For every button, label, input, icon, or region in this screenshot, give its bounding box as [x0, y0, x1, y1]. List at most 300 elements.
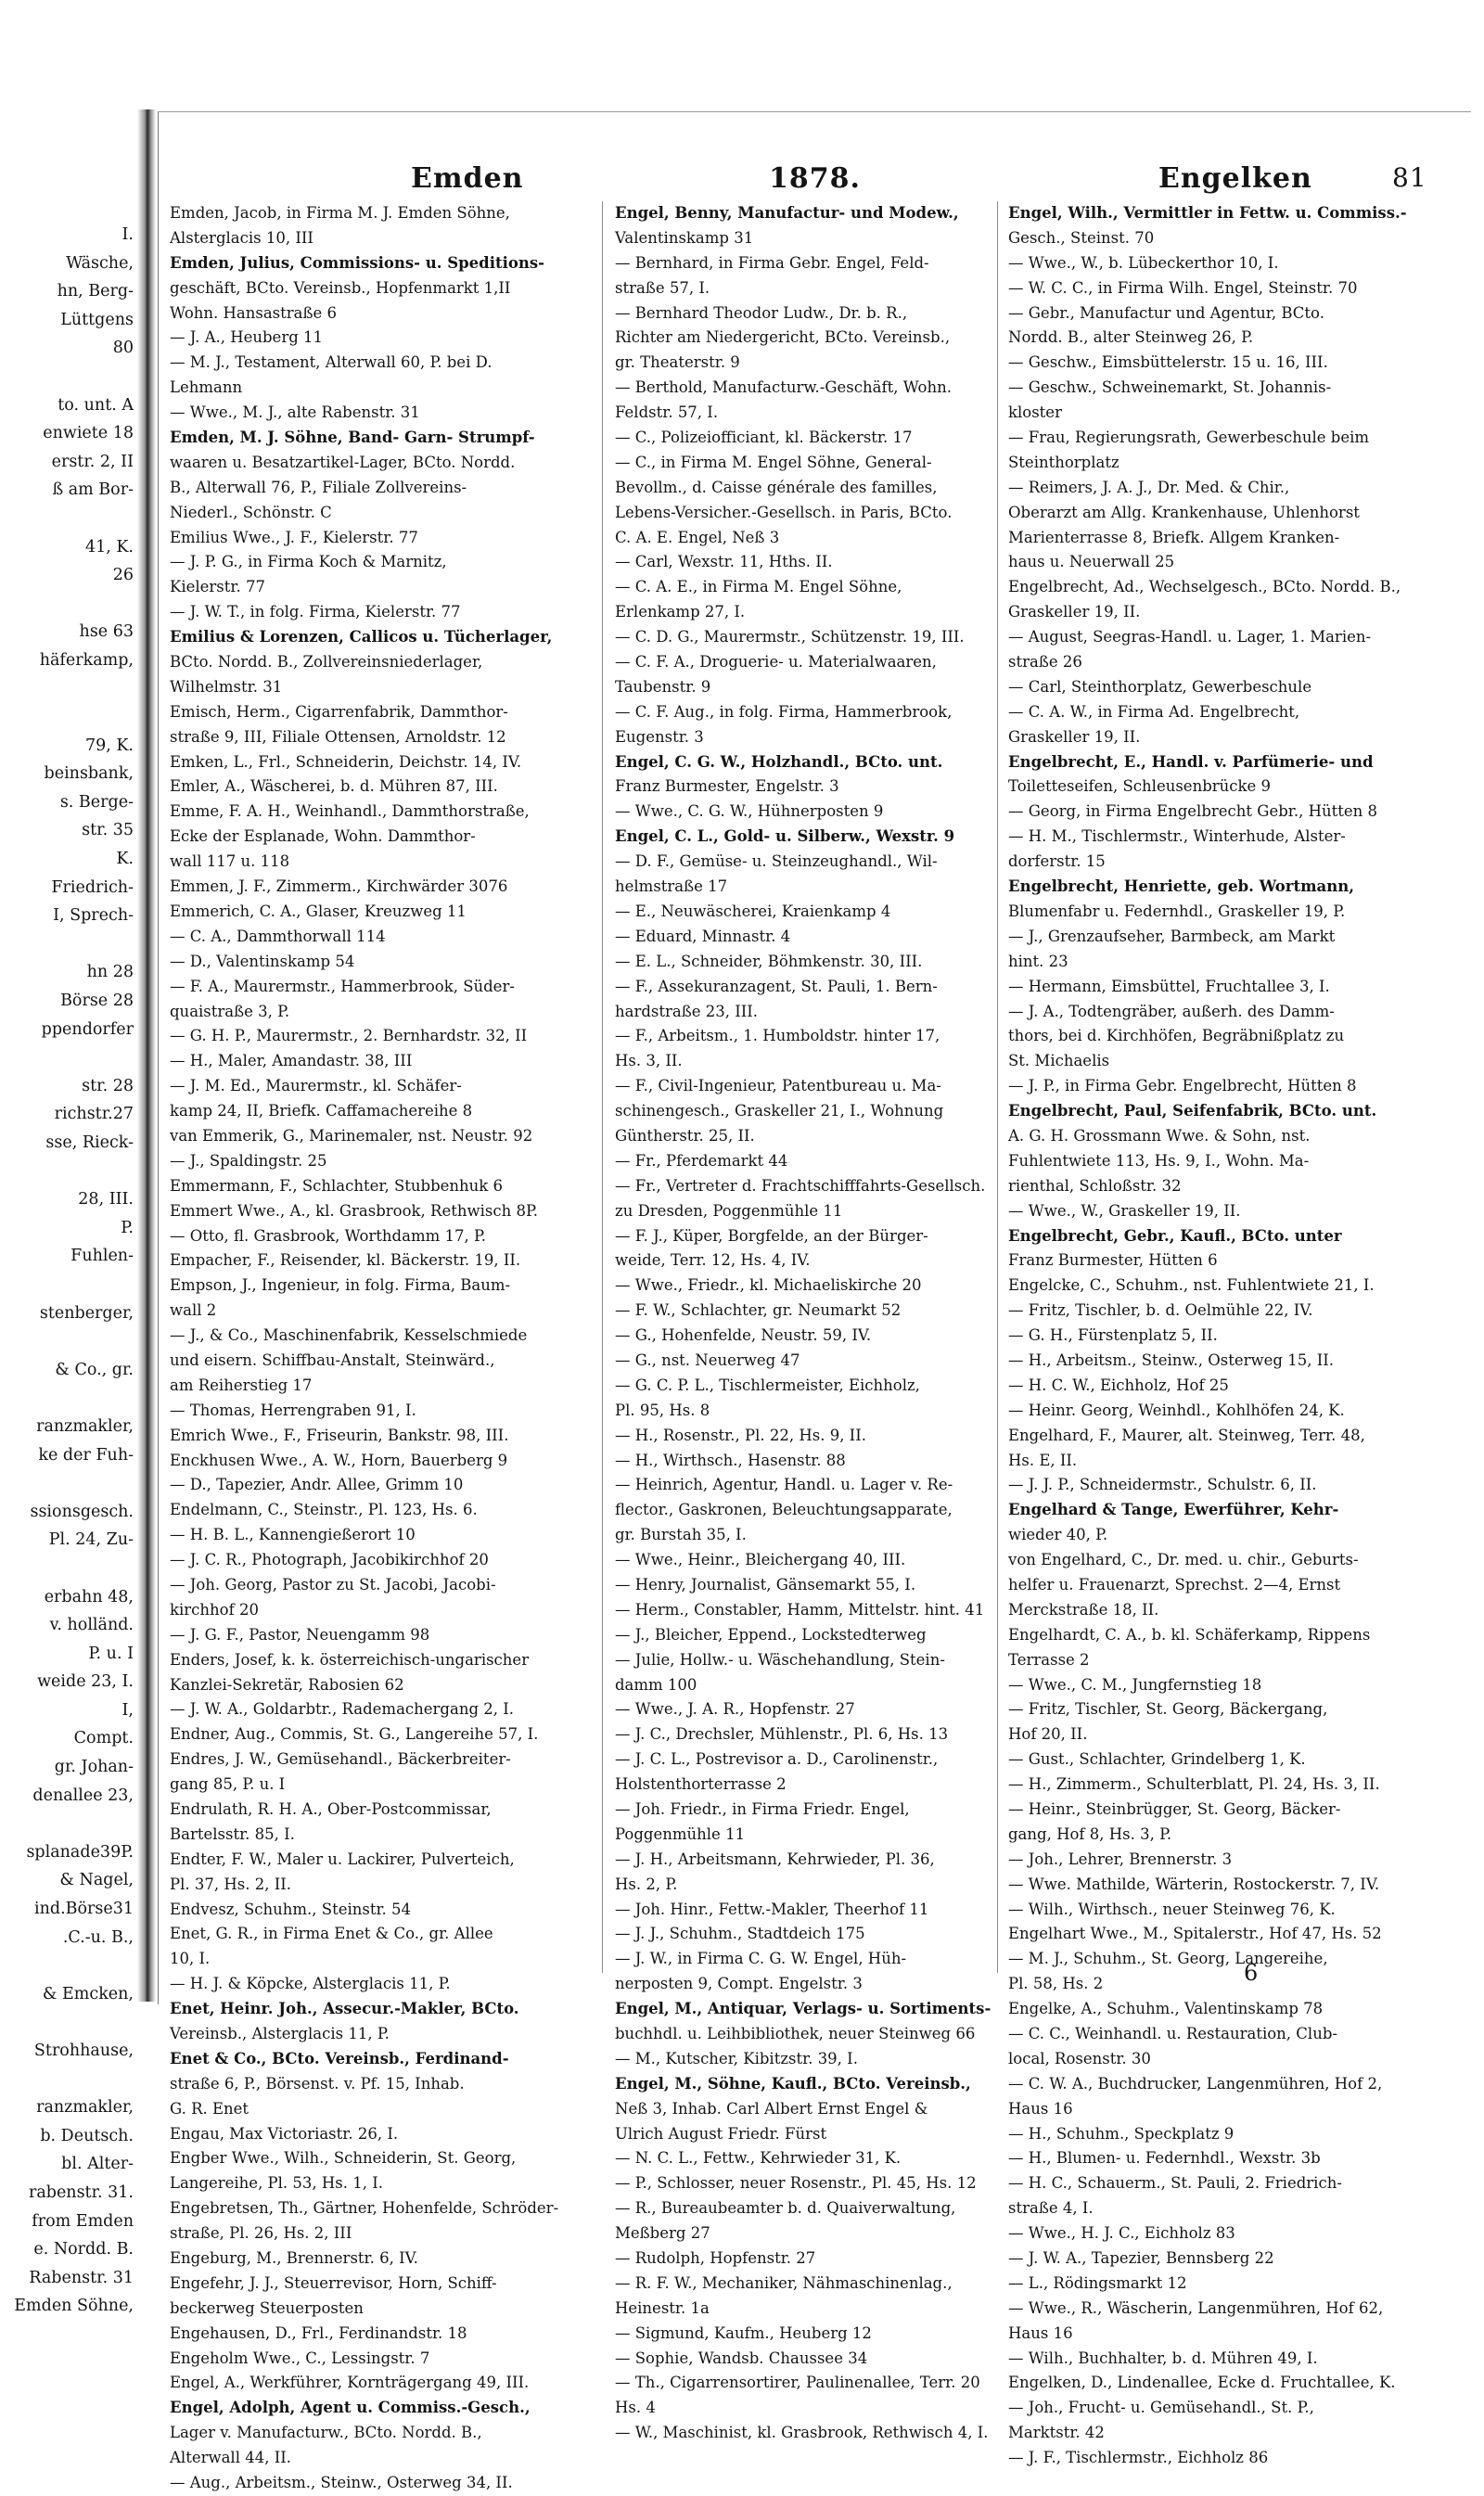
directory-entry-line: Engel, Adolph, Agent u. Commiss.-Gesch.,	[170, 2399, 531, 2417]
directory-entry-line: — Sigmund, Kaufm., Heuberg 12	[615, 2323, 872, 2342]
directory-entry-line: — H., Rosenstr., Pl. 22, Hs. 9, II.	[615, 1426, 866, 1444]
previous-page-line: ranzmakler,	[36, 1416, 134, 1436]
previous-page-line: hn, Berg-	[57, 282, 134, 301]
previous-page-line: .C.-u. B.,	[62, 1927, 134, 1947]
previous-page-line	[0, 675, 134, 704]
directory-entry-line: — Herm., Constabler, Hamm, Mittelstr. hint. 41	[615, 1600, 985, 1619]
directory-entry-line: — C. F. Aug., in folg. Firma, Hammerbrook,	[615, 702, 953, 721]
directory-entry-line: local, Rosenstr. 30	[1008, 2049, 1151, 2067]
page-header	[159, 112, 1471, 201]
previous-page-line: häferkamp,	[39, 650, 134, 670]
directory-entry-line: Eugenstr. 3	[615, 727, 704, 746]
directory-entry-line: Hs. 3, II.	[615, 1052, 683, 1070]
directory-entry-line: — Wwe., Friedr., kl. Michaeliskirche 20	[615, 1276, 922, 1295]
book-gutter	[137, 109, 156, 2002]
directory-entry-line: Engelcke, C., Schuhm., nst. Fuhlentwiete 21, I.	[1008, 1276, 1375, 1295]
directory-entry-line: Endvesz, Schuhm., Steinstr. 54	[170, 1900, 412, 1918]
directory-entry-line: Endrulath, R. H. A., Ober-Postcommissar,	[170, 1800, 492, 1818]
running-head-right: Engelken	[1158, 162, 1312, 195]
directory-entry-line: Alsterglacis 10, III	[170, 228, 313, 247]
directory-entry-line: — Wwe., Heinr., Bleichergang 40, III.	[615, 1551, 906, 1569]
directory-entry-line: — Fritz, Tischler, b. d. Oelmühle 22, IV.	[1008, 1301, 1313, 1320]
previous-page-line: Pl. 24, Zu-	[48, 1530, 134, 1550]
directory-entry-line: Wilhelmstr. 31	[170, 677, 283, 696]
directory-entry-line: Engel, Benny, Manufactur- und Modew.,	[615, 204, 959, 222]
directory-entry-line: — Joh., Frucht- u. Gemüsehandl., St. P.,	[1008, 2399, 1314, 2417]
previous-page-line: Rabenstr. 31	[29, 2268, 134, 2287]
previous-page-line: str. 28	[82, 1076, 134, 1095]
directory-entry-line: Fuhlentwiete 113, Hs. 9, I., Wohn. Ma-	[1008, 1151, 1310, 1170]
directory-entry-line: Terrasse 2	[1008, 1650, 1090, 1669]
directory-entry-line: Marienterrasse 8, Briefk. Allgem Kranken-	[1008, 528, 1340, 546]
previous-page-line: ke der Fuh-	[38, 1445, 134, 1465]
directory-entry-line: straße 9, III, Filiale Ottensen, Arnoldstr. 12	[170, 727, 506, 746]
directory-entry-line: haus u. Neuerwall 25	[1008, 553, 1175, 571]
previous-page-line: I.	[122, 225, 134, 244]
directory-entry-line: — G., nst. Neuerweg 47	[615, 1350, 800, 1369]
directory-column-1	[170, 201, 578, 2492]
previous-page-line: str. 35	[82, 821, 134, 840]
directory-entry-line: Taubenstr. 9	[615, 677, 711, 696]
directory-entry-line: hardstraße 23, III.	[615, 1002, 759, 1020]
directory-entry-line: schinengesch., Graskeller 21, I., Wohnung	[615, 1102, 944, 1120]
directory-entry-line: — Fr., Pferdemarkt 44	[615, 1151, 788, 1170]
directory-entry-line: Endner, Aug., Commis, St. G., Langereihe 57, I.	[170, 1725, 539, 1744]
directory-entry-line: gr. Burstah 35, I.	[615, 1526, 747, 1544]
previous-page-line: denallee 23,	[32, 1786, 134, 1805]
previous-page-line: 79, K.	[84, 736, 134, 755]
directory-entry-line: Lehmann	[170, 378, 243, 397]
previous-page-line: ppendorfer	[41, 1019, 134, 1039]
previous-page-line: Strohhause,	[33, 2042, 134, 2060]
directory-entry-line: — Henry, Journalist, Gänsemarkt 55, I.	[615, 1575, 916, 1594]
directory-entry-line: — Joh. Hinr., Fettw.-Makler, Theerhof 11	[615, 1900, 929, 1918]
directory-entry-line: — H., Zimmerm., Schulterblatt, Pl. 24, Hs. 3, II.	[1008, 1775, 1380, 1794]
previous-page-fragment	[0, 0, 148, 2316]
previous-page-line: P.	[121, 1218, 134, 1237]
directory-entry-line: Pl. 58, Hs. 2	[1008, 1975, 1104, 1993]
directory-entry-line: Haus 16	[1008, 2323, 1073, 2342]
directory-entry-line: Engber Wwe., Wilh., Schneiderin, St. Georg,	[170, 2149, 517, 2168]
directory-entry-line: — Wwe., R., Wäscherin, Langenmühren, Hof 62,	[1008, 2298, 1384, 2317]
directory-entry-line: Steinthorplatz	[1008, 453, 1119, 471]
directory-entry-line: Merckstraße 18, II.	[1008, 1600, 1159, 1619]
directory-entry-line: Graskeller 19, II.	[1008, 603, 1141, 621]
directory-entry-line: — J. H., Arbeitsmann, Kehrwieder, Pl. 36,	[615, 1850, 935, 1868]
directory-entry-line: gr. Theaterstr. 9	[615, 353, 740, 372]
directory-entry-line: Emmermann, F., Schlachter, Stubbenhuk 6	[170, 1176, 504, 1195]
directory-entry-line: Engebretsen, Th., Gärtner, Hohenfelde, Schröder-	[170, 2199, 559, 2218]
previous-page-line	[0, 1810, 134, 1838]
directory-entry-line: dorferstr. 15	[1008, 852, 1106, 871]
directory-entry-line: — E. L., Schneider, Böhmkenstr. 30, III.	[615, 952, 923, 970]
previous-page-line	[0, 1469, 134, 1498]
directory-entry-line: BCto. Nordd. B., Zollvereinsniederlager,	[170, 653, 483, 672]
previous-page-line: splanade39P.	[26, 1842, 134, 1862]
previous-page-line: richstr.27	[54, 1105, 134, 1124]
directory-entry-line: Enet, Heinr. Joh., Assecur.-Makler, BCto.	[170, 2000, 519, 2018]
directory-entry-line: Holstenthorterrasse 2	[615, 1775, 787, 1794]
previous-page-lines	[0, 221, 134, 2321]
previous-page-line	[0, 363, 134, 391]
directory-entry-line: — W., Maschinist, kl. Grasbrook, Rethwisch 4, I.	[615, 2424, 989, 2442]
previous-page-line: 41, K.	[84, 537, 134, 557]
directory-entry-line: Engel, C. L., Gold- u. Silberw., Wexstr. 9	[615, 827, 955, 846]
running-head-year: 1878.	[769, 162, 861, 195]
directory-entry-line: — C. A. W., in Firma Ad. Engelbrecht,	[1008, 702, 1300, 721]
directory-entry-line: Güntherstr. 25, II.	[615, 1126, 755, 1145]
directory-entry-line: — Carl, Wexstr. 11, Hths. II.	[615, 553, 833, 571]
directory-entry-line: damm 100	[615, 1675, 697, 1694]
directory-entry-line: Empson, J., Ingenieur, in folg. Firma, Baum-	[170, 1276, 511, 1295]
directory-entry-line: Kielerstr. 77	[170, 578, 265, 596]
directory-entry-line: — Wwe., M. J., alte Rabenstr. 31	[170, 403, 420, 422]
directory-entry-line: Franz Burmester, Hütten 6	[1008, 1251, 1218, 1270]
directory-page	[158, 111, 1471, 2492]
directory-entry-line: — Georg, in Firma Engelbrecht Gebr., Hütten 8	[1008, 802, 1378, 821]
previous-page-line	[0, 1327, 134, 1356]
directory-entry-line: — H., Arbeitsm., Steinw., Osterweg 15, II.	[1008, 1350, 1334, 1369]
previous-page-line	[0, 1384, 134, 1413]
directory-entry-line: Empacher, F., Reisender, kl. Bäckerstr. 19, II.	[170, 1251, 521, 1270]
directory-entry-line: Engelhart Wwe., M., Spitalerstr., Hof 47, Hs. 52	[1008, 1925, 1382, 1943]
directory-entry-line: — E., Neuwäscherei, Kraienkamp 4	[615, 902, 891, 920]
directory-entry-line: Engelbrecht, Paul, Seifenfabrik, BCto. unt.	[1008, 1102, 1377, 1120]
directory-entry-line: — H., Schuhm., Speckplatz 9	[1008, 2124, 1235, 2143]
previous-page-line: ranzmakler,	[36, 2098, 134, 2118]
directory-entry-line: — C. C., Weinhandl. u. Restauration, Club-	[1008, 2025, 1337, 2043]
directory-entry-line: Neß 3, Inhab. Carl Albert Ernst Engel &	[615, 2099, 928, 2118]
directory-entry-line: — J. G. F., Pastor, Neuengamm 98	[170, 1625, 430, 1644]
directory-entry-line: am Reiherstieg 17	[170, 1376, 313, 1394]
directory-entry-line: Oberarzt am Allg. Krankenhause, Uhlenhorst	[1008, 503, 1360, 521]
directory-entry-line: Emler, A., Wäscherei, b. d. Mühren 87, III.	[170, 777, 498, 796]
previous-page-line	[0, 1555, 134, 1583]
directory-entry-line: Emrich Wwe., F., Friseurin, Bankstr. 98, III.	[170, 1426, 509, 1444]
directory-entry-line: — Joh. Friedr., in Firma Friedr. Engel,	[615, 1800, 910, 1818]
previous-page-line: erbahn 48,	[44, 1587, 134, 1606]
directory-entry-line: rienthal, Schloßstr. 32	[1008, 1176, 1182, 1195]
directory-entry-line: — Gebr., Manufactur und Agentur, BCto.	[1008, 303, 1324, 322]
directory-entry-line: straße 26	[1008, 653, 1082, 672]
previous-page-line: Börse 28	[60, 992, 134, 1011]
directory-entry-line: — M. J., Schuhm., St. Georg, Langereihe,	[1008, 1950, 1328, 1968]
previous-page-line: s. Berge-	[59, 792, 134, 812]
directory-entry-line: — J., Spaldingstr. 25	[170, 1151, 327, 1170]
previous-page-line: & Emcken,	[42, 1984, 134, 2003]
directory-entry-line: Franz Burmester, Engelstr. 3	[615, 777, 839, 796]
directory-entry-line: kamp 24, II, Briefk. Caffamachereihe 8	[170, 1102, 473, 1120]
directory-entry-line: St. Michaelis	[1008, 1052, 1110, 1070]
directory-entry-line: Heinestr. 1a	[615, 2298, 710, 2317]
directory-entry-line: von Engelhard, C., Dr. med. u. chir., Geburts-	[1008, 1551, 1359, 1569]
previous-page-line	[0, 2008, 134, 2037]
directory-entry-line: — J. J., Schuhm., Stadtdeich 175	[615, 1925, 865, 1943]
previous-page-line: ind.Börse31	[34, 1900, 134, 1919]
directory-entry-line: Engeholm Wwe., C., Lessingstr. 7	[170, 2349, 430, 2367]
directory-entry-line: — J. C. L., Postrevisor a. D., Carolinenstr.,	[615, 1750, 939, 1769]
directory-entry-line: — Wilh., Buchhalter, b. d. Mühren 49, I.	[1008, 2349, 1318, 2367]
directory-entry-line: Graskeller 19, II.	[1008, 727, 1141, 746]
directory-entry-line: — Joh., Lehrer, Brennerstr. 3	[1008, 1850, 1233, 1868]
directory-entry-line: — Berthold, Manufacturw.-Geschäft, Wohn.	[615, 378, 952, 397]
directory-entry-line: — M. J., Testament, Alterwall 60, P. bei D.	[170, 353, 493, 372]
previous-page-line: enwiete 18	[43, 424, 134, 443]
directory-entry-line: — P., Schlosser, neuer Rosenstr., Pl. 45, Hs. 12	[615, 2174, 977, 2193]
previous-page-line	[0, 2066, 134, 2094]
directory-entry-line: Meßberg 27	[615, 2224, 710, 2243]
previous-page-line	[0, 1043, 134, 1072]
directory-entry-line: waaren u. Besatzartikel-Lager, BCto. Nordd.	[170, 453, 516, 471]
directory-column-2	[615, 201, 1023, 2442]
directory-entry-line: Engelbrecht, E., Handl. v. Parfümerie- und	[1008, 752, 1374, 771]
directory-entry-line: — Sophie, Wandsb. Chaussee 34	[615, 2349, 868, 2367]
directory-entry-line: — Geschw., Schweinemarkt, St. Johannis-	[1008, 378, 1332, 397]
directory-entry-line: — Th., Cigarrensortirer, Paulinenallee, Terr. 20	[615, 2374, 980, 2392]
directory-entry-line: — J. W., in Firma C. G. W. Engel, Hüh-	[615, 1950, 907, 1968]
previous-page-line: K.	[116, 850, 134, 869]
previous-page-line: e. Nordd. B.	[33, 2240, 134, 2259]
directory-entry-line: Wohn. Hansastraße 6	[170, 303, 338, 322]
directory-entry-line: buchhdl. u. Leihbibliothek, neuer Steinweg 66	[615, 2025, 976, 2043]
directory-entry-line: — Wilh., Wirthsch., neuer Steinweg 76, K.	[1008, 1900, 1336, 1918]
directory-entry-line: Engelbrecht, Ad., Wechselgesch., BCto. Nordd. B.,	[1008, 578, 1401, 596]
directory-entry-line: — J., Grenzaufseher, Barmbeck, am Markt	[1008, 927, 1336, 945]
directory-entry-line: Lebens-Versicher.-Gesellsch. in Paris, BCto.	[615, 503, 953, 521]
directory-entry-line: straße 4, I.	[1008, 2199, 1094, 2218]
directory-entry-line: Engelhard & Tange, Ewerführer, Kehr-	[1008, 1501, 1339, 1519]
directory-entry-line: — J. A., Todtengräber, außerh. des Damm-	[1008, 1002, 1335, 1020]
directory-entry-line: Engel, M., Söhne, Kaufl., BCto. Vereinsb.,	[615, 2074, 971, 2093]
previous-page-line: ssionsgesch.	[30, 1502, 134, 1521]
directory-entry-line: — C. F. A., Droguerie- u. Materialwaaren,	[615, 653, 937, 672]
directory-entry-line: — F., Civil-Ingenieur, Patentbureau u. Ma-	[615, 1077, 941, 1095]
directory-entry-line: Bevollm., d. Caisse générale des familles,	[615, 478, 938, 496]
previous-page-line: bl. Alter-	[61, 2155, 134, 2174]
previous-page-line: 80	[112, 339, 134, 358]
previous-page-line: P. u. I	[88, 1644, 134, 1663]
directory-entry-line: Bartelsstr. 85, I.	[170, 1824, 295, 1843]
directory-entry-line: C. A. E. Engel, Neß 3	[615, 528, 780, 546]
directory-entry-line: Richter am Niedergericht, BCto. Vereinsb.,	[615, 328, 951, 347]
directory-entry-line: — J. W. A., Tapezier, Bennsberg 22	[1008, 2249, 1274, 2268]
directory-entry-line: thors, bei d. Kirchhöfen, Begräbnißplatz zu	[1008, 1027, 1345, 1045]
directory-entry-line: — Hermann, Eimsbüttel, Fruchtallee 3, I.	[1008, 977, 1330, 995]
directory-entry-line: Engelhardt, C. A., b. kl. Schäferkamp, Rippens	[1008, 1625, 1371, 1644]
directory-entry-line: — Geschw., Eimsbüttelerstr. 15 u. 16, III.	[1008, 353, 1328, 372]
directory-entry-line: Emden, Jacob, in Firma M. J. Emden Söhne,	[170, 204, 510, 222]
directory-entry-line: — August, Seegras-Handl. u. Lager, 1. Marien-	[1008, 628, 1372, 646]
directory-entry-line: — H., Blumen- u. Federnhdl., Wexstr. 3b	[1008, 2149, 1321, 2168]
directory-entry-line: Poggenmühle 11	[615, 1824, 746, 1843]
directory-entry-line: nerposten 9, Compt. Engelstr. 3	[615, 1975, 863, 1993]
previous-page-line: I, Sprech-	[53, 906, 134, 926]
directory-entry-line: — Otto, fl. Grasbrook, Worthdamm 17, P.	[170, 1226, 486, 1245]
previous-page-line	[0, 1158, 134, 1186]
directory-entry-line: Engel, A., Werkführer, Kornträgergang 49, III.	[170, 2374, 530, 2392]
directory-entry-line: B., Alterwall 76, P., Filiale Zollvereins-	[170, 478, 467, 496]
directory-entry-line: Niederl., Schönstr. C	[170, 503, 332, 521]
directory-entry-line: — Wwe., J. A. R., Hopfenstr. 27	[615, 1700, 855, 1719]
previous-page-line: Lüttgens	[60, 310, 134, 329]
directory-entry-line: Toiletteseifen, Schleusenbrücke 9	[1008, 777, 1272, 796]
directory-entry-line: — Julie, Hollw.- u. Wäschehandlung, Stein-	[615, 1650, 945, 1669]
page-number: 81	[1392, 162, 1427, 193]
directory-entry-line: Emden, M. J. Söhne, Band- Garn- Strumpf-	[170, 429, 535, 447]
directory-entry-line: Engelbrecht, Gebr., Kaufl., BCto. unter	[1008, 1226, 1342, 1245]
previous-page-line	[0, 1952, 134, 1980]
directory-entry-line: Emisch, Herm., Cigarrenfabrik, Dammthor-	[170, 702, 508, 721]
directory-entry-line: — C. A., Dammthorwall 114	[170, 927, 386, 945]
directory-entry-line: — L., Rödingsmarkt 12	[1008, 2273, 1187, 2292]
directory-entry-line: Langereihe, Pl. 53, Hs. 1, I.	[170, 2174, 384, 2193]
directory-entry-line: Engelbrecht, Henriette, geb. Wortmann,	[1008, 877, 1354, 896]
directory-entry-line: 10, I.	[170, 1950, 211, 1968]
directory-entry-line: — J., & Co., Maschinenfabrik, Kesselschmiede	[170, 1326, 528, 1345]
directory-entry-line: Enders, Josef, k. k. österreichisch-ungarischer	[170, 1650, 530, 1669]
directory-entry-line: — Wwe., C. G. W., Hühnerposten 9	[615, 802, 884, 821]
directory-entry-line: — J. F., Tischlermstr., Eichholz 86	[1008, 2449, 1269, 2467]
directory-entry-line: — R., Bureaubeamter b. d. Quaiverwaltung,	[615, 2199, 956, 2218]
directory-entry-line: — C. D. G., Maurermstr., Schützenstr. 19, III.	[615, 628, 965, 646]
directory-entry-line: — Carl, Steinthorplatz, Gewerbeschule	[1008, 677, 1312, 696]
directory-entry-line: Emmert Wwe., A., kl. Grasbrook, Rethwisch 8P.	[170, 1201, 538, 1220]
directory-entry-line: Emken, L., Frl., Schneiderin, Deichstr. 14, IV.	[170, 752, 522, 771]
directory-entry-line: Lager v. Manufacturw., BCto. Nordd. B.,	[170, 2424, 482, 2442]
directory-entry-line: Engel, Wilh., Vermittler in Fettw. u. Commiss.-	[1008, 204, 1407, 222]
directory-entry-line: Emme, F. A. H., Weinhandl., Dammthorstraße,	[170, 802, 530, 821]
directory-entry-line: Endres, J. W., Gemüsehandl., Bäckerbreiter-	[170, 1750, 511, 1769]
running-head-left: Emden	[411, 162, 524, 195]
directory-entry-line: — J. A., Heuberg 11	[170, 328, 324, 347]
directory-entry-line: wieder 40, P.	[1008, 1526, 1108, 1544]
directory-entry-line: Vereinsb., Alsterglacis 11, P.	[170, 2025, 390, 2043]
directory-entry-line: — G., Hohenfelde, Neustr. 59, IV.	[615, 1326, 872, 1345]
previous-page-line: Emden Söhne,	[14, 2297, 134, 2316]
directory-entry-line: — Rudolph, Hopfenstr. 27	[615, 2249, 816, 2268]
directory-entry-line: — Wwe., C. M., Jungfernstieg 18	[1008, 1675, 1262, 1694]
directory-entry-line: Enet, G. R., in Firma Enet & Co., gr. Allee	[170, 1925, 493, 1943]
directory-entry-line: helfer u. Frauenarzt, Sprechst. 2—4, Ernst	[1008, 1575, 1341, 1594]
directory-entry-line: — W. C. C., in Firma Wilh. Engel, Steinstr. 70	[1008, 278, 1358, 297]
directory-entry-line: Engel, C. G. W., Holzhandl., BCto. unt.	[615, 752, 943, 771]
directory-entry-line: — Wwe., H. J. C., Eichholz 83	[1008, 2224, 1235, 2243]
directory-entry-line: — Bernhard, in Firma Gebr. Engel, Feld-	[615, 253, 929, 272]
directory-entry-line: — G. H., Fürstenplatz 5, II.	[1008, 1326, 1218, 1345]
directory-entry-line: Hof 20, II.	[1008, 1725, 1088, 1744]
directory-entry-line: Erlenkamp 27, I.	[615, 603, 746, 621]
directory-entry-line: — G. H. P., Maurermstr., 2. Bernhardstr. 32, II	[170, 1027, 528, 1045]
directory-entry-line: — Eduard, Minnastr. 4	[615, 927, 791, 945]
directory-entry-line: — Heinr., Steinbrügger, St. Georg, Bäcker-	[1008, 1800, 1341, 1818]
directory-entry-line: — D., Valentinskamp 54	[170, 952, 355, 970]
directory-entry-line: Enckhusen Wwe., A. W., Horn, Bauerberg 9	[170, 1451, 508, 1469]
previous-page-line: ß am Bor-	[52, 480, 134, 500]
column-divider	[997, 201, 998, 1973]
directory-entry-line: — R. F. W., Mechaniker, Nähmaschinenlag.,	[615, 2273, 953, 2292]
directory-entry-line: Pl. 95, Hs. 8	[615, 1401, 710, 1419]
directory-entry-line: quaistraße 3, P.	[170, 1002, 290, 1020]
directory-entry-line: — H., Wirthsch., Hasenstr. 88	[615, 1451, 846, 1469]
directory-entry-line: Emmen, J. F., Zimmerm., Kirchwärder 3076	[170, 877, 508, 896]
directory-entry-line: Emden, Julius, Commissions- u. Speditions-	[170, 253, 544, 272]
directory-entry-line: Emmerich, C. A., Glaser, Kreuzweg 11	[170, 902, 467, 920]
directory-entry-line: — D., Tapezier, Andr. Allee, Grimm 10	[170, 1476, 464, 1494]
directory-entry-line: — M., Kutscher, Kibitzstr. 39, I.	[615, 2049, 858, 2067]
directory-entry-line: — Fr., Vertreter d. Frachtschifffahrts-Gesellsch.	[615, 1176, 986, 1195]
directory-entry-line: Hs. E, II.	[1008, 1451, 1078, 1469]
directory-entry-line: — H., Maler, Amandastr. 38, III	[170, 1052, 413, 1070]
directory-entry-line: geschäft, BCto. Vereinsb., Hopfenmarkt 1,II	[170, 278, 511, 297]
directory-entry-line: straße 57, I.	[615, 278, 710, 297]
directory-entry-line: gang 85, P. u. I	[170, 1775, 286, 1794]
directory-entry-line: — N. C. L., Fettw., Kehrwieder 31, K.	[615, 2149, 902, 2168]
previous-page-line: hn 28	[86, 963, 134, 982]
directory-entry-line: Hs. 4	[615, 2399, 656, 2417]
directory-entry-line: — F., Assekuranzagent, St. Pauli, 1. Bern-	[615, 977, 938, 995]
directory-entry-line: Marktstr. 42	[1008, 2424, 1105, 2442]
directory-entry-line: — J. W. A., Goldarbtr., Rademachergang 2, I.	[170, 1700, 515, 1719]
previous-page-line: rabenstr. 31.	[28, 2182, 134, 2202]
directory-entry-line: Engefehr, J. J., Steuerrevisor, Horn, Schiff-	[170, 2273, 497, 2292]
directory-entry-line: Gesch., Steinst. 70	[1008, 228, 1155, 247]
directory-entry-line: — F. A., Maurermstr., Hammerbrook, Süder-	[170, 977, 515, 995]
previous-page-line: Wäsche,	[66, 253, 134, 273]
directory-entry-line: — J., Bleicher, Eppend., Lockstedterweg	[615, 1625, 927, 1644]
directory-entry-line: flector., Gaskronen, Beleuchtungsapparate,	[615, 1501, 953, 1519]
directory-entry-line: — J. C. R., Photograph, Jacobikirchhof 20	[170, 1551, 489, 1569]
directory-entry-line: Engelken, D., Lindenallee, Ecke d. Fruchtallee, K.	[1008, 2374, 1396, 2392]
directory-entry-line: — J. C., Drechsler, Mühlenstr., Pl. 6, Hs. 13	[615, 1725, 949, 1744]
directory-entry-line: A. G. H. Grossmann Wwe. & Sohn, nst.	[1008, 1126, 1311, 1145]
directory-entry-line: Haus 16	[1008, 2099, 1073, 2118]
previous-page-line: & Co., gr.	[55, 1360, 134, 1379]
directory-entry-line: kirchhof 20	[170, 1600, 259, 1619]
directory-entry-line: Hs. 2, P.	[615, 1875, 678, 1893]
directory-entry-line: Blumenfabr u. Federnhdl., Graskeller 19, P.	[1008, 902, 1346, 920]
previous-page-line: Fuhlen-	[70, 1247, 134, 1266]
directory-entry-line: Endter, F. W., Maler u. Lackirer, Pulverteich,	[170, 1850, 515, 1868]
directory-entry-line: Ulrich August Friedr. Fürst	[615, 2124, 827, 2143]
directory-entry-line: Kanzlei-Sekretär, Rabosien 62	[170, 1675, 404, 1694]
previous-page-line: beinsbank,	[44, 764, 134, 784]
directory-entry-line: — J. J. P., Schneidermstr., Schulstr. 6, II.	[1008, 1476, 1317, 1494]
directory-entry-line: Nordd. B., alter Steinweg 26, P.	[1008, 328, 1254, 347]
directory-entry-line: Engehausen, D., Frl., Ferdinandstr. 18	[170, 2323, 467, 2342]
previous-page-line: I,	[122, 1700, 134, 1720]
directory-entry-line: van Emmerik, G., Marinemaler, nst. Neustr. 92	[170, 1126, 533, 1145]
previous-page-line: from Emden	[32, 2211, 134, 2231]
directory-entry-line: kloster	[1008, 403, 1062, 422]
directory-entry-line: zu Dresden, Poggenmühle 11	[615, 1201, 843, 1220]
previous-page-line	[0, 930, 134, 959]
directory-entry-line: — Heinr. Georg, Weinhdl., Kohlhöfen 24, K.	[1008, 1401, 1345, 1419]
directory-entry-line: Engel, M., Antiquar, Verlags- u. Sortiments-	[615, 2000, 991, 2018]
directory-entry-line: Ecke der Esplanade, Wohn. Dammthor-	[170, 827, 476, 846]
directory-entry-line: Valentinskamp 31	[615, 228, 754, 247]
directory-entry-line: straße 6, P., Börsenst. v. Pf. 15, Inhab.	[170, 2074, 465, 2093]
directory-entry-line: — G. C. P. L., Tischlermeister, Eichholz,	[615, 1376, 920, 1394]
previous-page-line: sse, Rieck-	[45, 1133, 134, 1152]
directory-entry-line: — J. M. Ed., Maurermstr., kl. Schäfer-	[170, 1077, 462, 1095]
previous-page-line: Friedrich-	[51, 877, 134, 897]
directory-entry-line: — Aug., Arbeitsm., Steinw., Osterweg 34, II.	[170, 2474, 513, 2492]
directory-entry-line: — J. P. G., in Firma Koch & Marnitz,	[170, 553, 447, 571]
directory-entry-line: G. R. Enet	[170, 2099, 249, 2118]
previous-page-line: v. holländ.	[49, 1616, 134, 1635]
directory-entry-line: — C. A. E., in Firma M. Engel Söhne,	[615, 578, 902, 596]
previous-page-line	[0, 703, 134, 732]
